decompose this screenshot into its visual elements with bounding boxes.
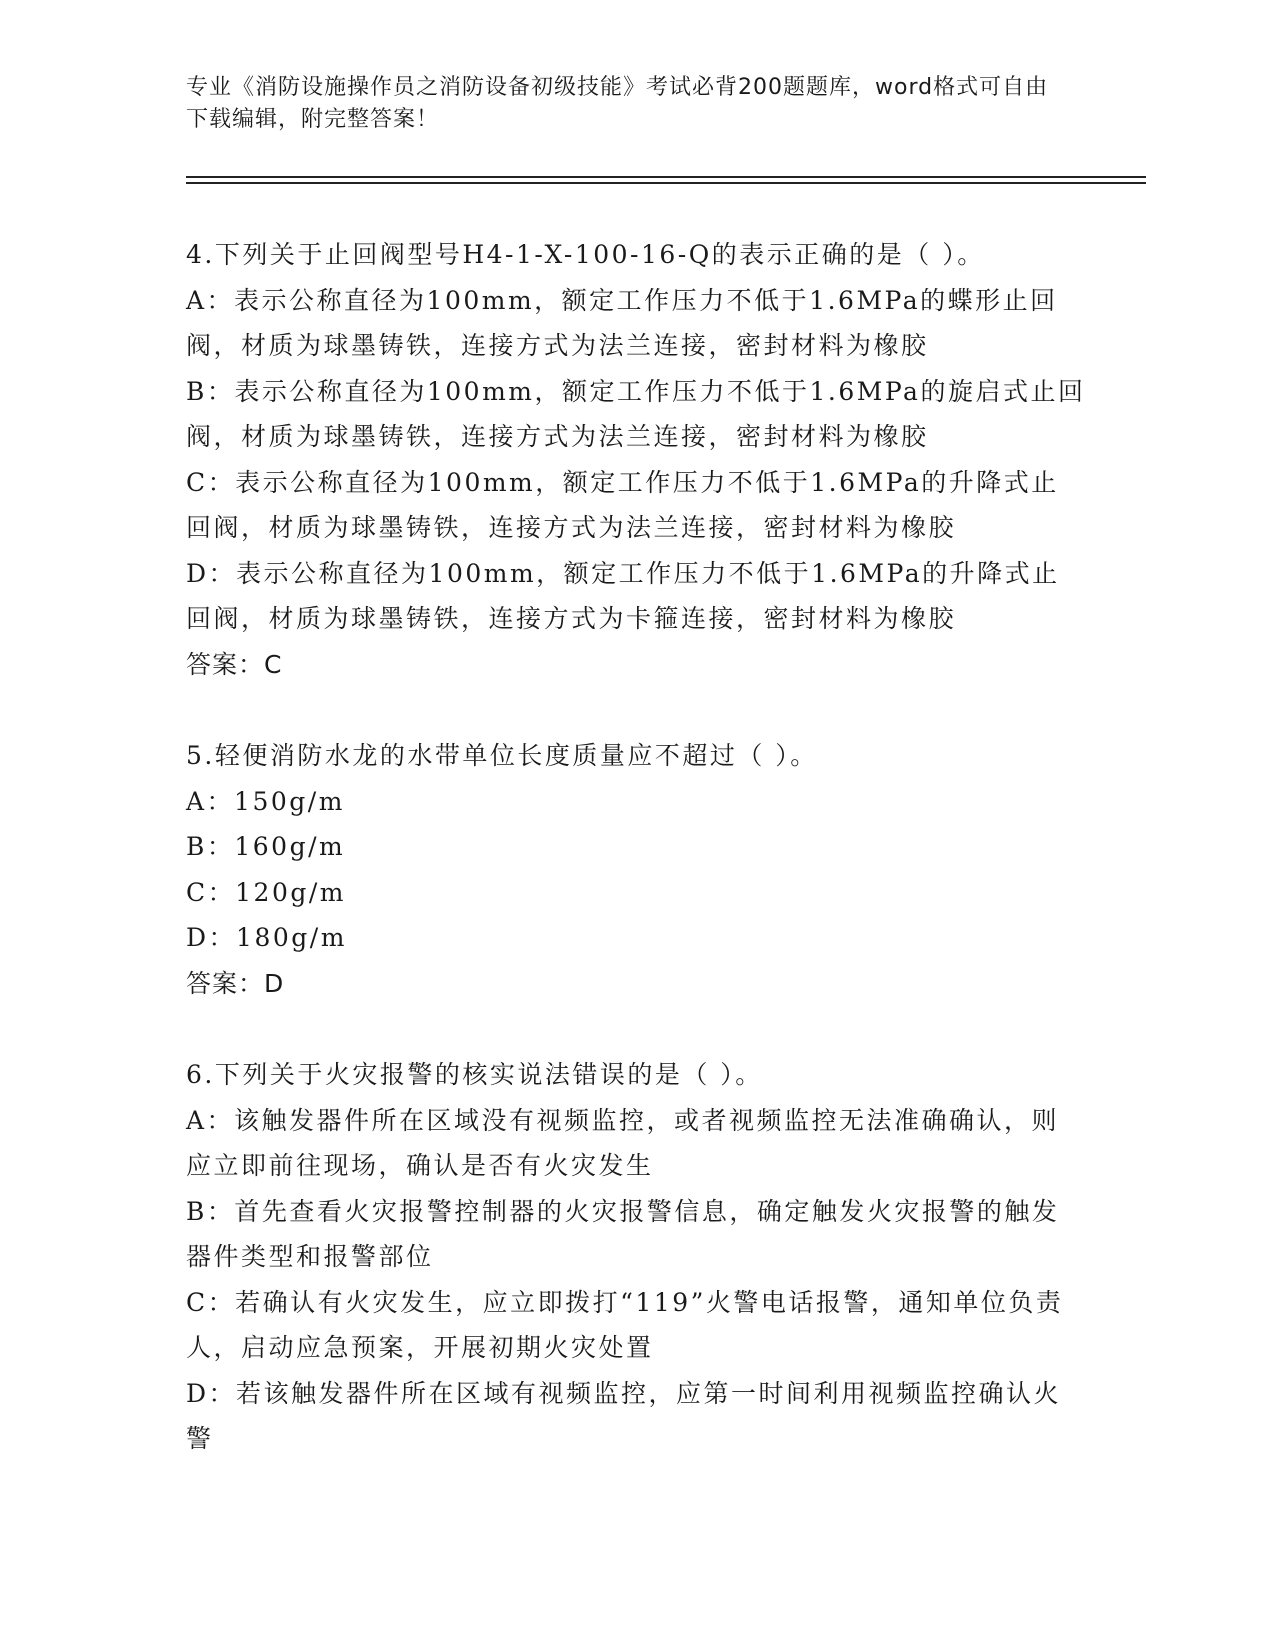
option-d: D：180g/m bbox=[186, 923, 347, 952]
document-header: 专业《消防设施操作员之消防设备初级技能》考试必背200题题库，word格式可自由下载编辑，附完整答案！ bbox=[186, 75, 1049, 132]
option-b: B：160g/m bbox=[186, 832, 346, 861]
answer-line: 答案：C bbox=[186, 649, 283, 679]
option-c: C：120g/m bbox=[186, 877, 346, 907]
question-stem: 6.下列关于火灾报警的核实说法错误的是（ ）。 bbox=[186, 1060, 763, 1089]
question-5 bbox=[186, 733, 1086, 1006]
question-6 bbox=[186, 1052, 1086, 1462]
option-a: A：150g/m bbox=[186, 786, 345, 816]
option-c: C：表示公称直径为100mm，额定工作压力不低于1.6MPa的升降式止回阀，材质为球墨铸铁，连接方式为法兰连接，密封材料为橡胶 bbox=[186, 467, 1059, 542]
question-stem: 4.下列关于止回阀型号H4-1-X-100-16-Q的表示正确的是（ ）。 bbox=[186, 240, 985, 269]
option-d: D：若该触发器件所在区域有视频监控，应第一时间利用视频监控确认火警 bbox=[186, 1378, 1062, 1453]
option-a: A：表示公称直径为100mm，额定工作压力不低于1.6MPa的蝶形止回阀，材质为球墨铸铁，连接方式为法兰连接，密封材料为橡胶 bbox=[186, 285, 1058, 360]
question-stem: 5.轻便消防水龙的水带单位长度质量应不超过（ ）。 bbox=[186, 741, 818, 770]
option-b: B：表示公称直径为100mm，额定工作压力不低于1.6MPa的旋启式止回阀，材质为球墨铸铁，连接方式为法兰连接，密封材料为橡胶 bbox=[186, 376, 1086, 451]
header-divider-top bbox=[186, 176, 1146, 178]
option-b: B：首先查看火灾报警控制器的火灾报警信息，确定触发火灾报警的触发器件类型和报警部位 bbox=[186, 1196, 1060, 1271]
question-4 bbox=[186, 232, 1086, 687]
option-a: A：该触发器件所在区域没有视频监控，或者视频监控无法准确确认，则应立即前往现场，确认是否有火灾发生 bbox=[186, 1105, 1060, 1180]
header-divider-bottom bbox=[186, 182, 1146, 184]
option-d: D：表示公称直径为100mm，额定工作压力不低于1.6MPa的升降式止回阀，材质为球墨铸铁，连接方式为卡箍连接，密封材料为橡胶 bbox=[186, 558, 1060, 633]
answer-line: 答案：D bbox=[186, 968, 285, 998]
option-c: C：若确认有火灾发生，应立即拨打“119”火警电话报警，通知单位负责人，启动应急预案，开展初期火灾处置 bbox=[186, 1287, 1064, 1362]
